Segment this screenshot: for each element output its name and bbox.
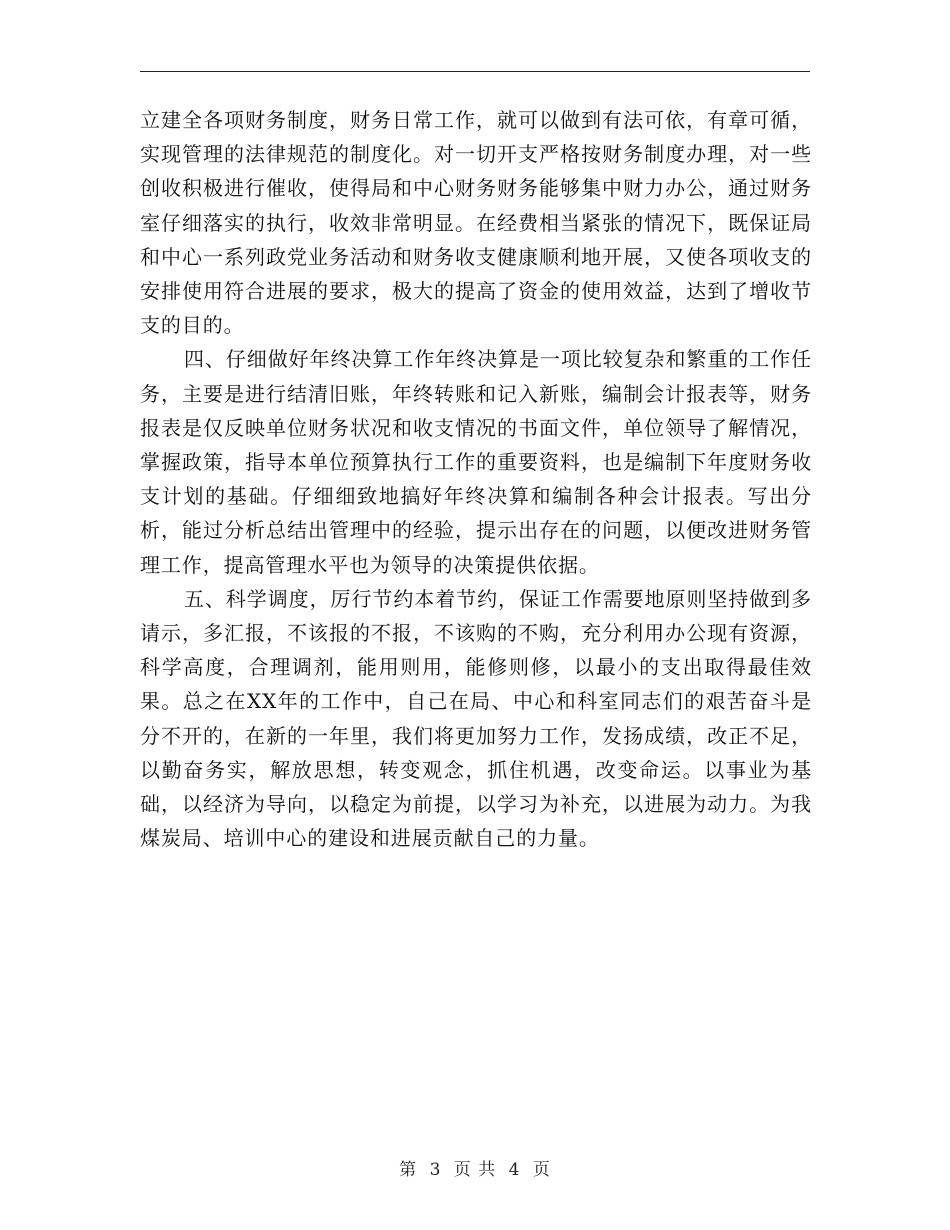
paragraph-year-end-accounts: 四、仔细做好年终决算工作年终决算是一项比较复杂和繁重的工作任务，主要是进行结清旧账，年终转账和记入新账，编制会计报表等，财务报表是仅反映单位财务状况和收支情况的书面文件，单位领导了解情况，掌握政策，指导本单位预算执行工作的重要资料，也是编制下年度财务收支计划的基础。仔细细致地搞好年终决算和编制各种会计报表。写出分析，能过分析总结出管理中的经验，提示出存在的问题，以便改进财务管理工作，提高管理水平也为领导的决策提供依据。 <box>140 347 812 577</box>
current-page-number: 3 <box>429 1160 442 1180</box>
footer-middle: 页 共 <box>453 1160 497 1180</box>
footer-prefix: 第 <box>399 1160 418 1180</box>
header-rule <box>140 71 810 72</box>
paragraph-continuation: 立建全各项财务制度，财务日常工作，就可以做到有法可依，有章可循，实现管理的法律规范的制度化。对一切开支严格按财务制度办理，对一些创收积极进行催收，使得局和中心财务财务能够集中财力办公，通过财务室仔细落实的执行，收效非常明显。在经费相当紧张的情况下，既保证局和中心一系列政党业务活动和财务收支健康顺利地开展，又使各项收支的安排使用符合进展的要求，极大的提高了资金的使用效益，达到了增收节支的目的。 <box>140 108 812 338</box>
page-footer <box>0 1155 950 1180</box>
footer-suffix: 页 <box>532 1160 551 1180</box>
document-body <box>140 103 812 855</box>
paragraph-scheduling-savings: 五、科学调度，厉行节约本着节约，保证工作需要地原则坚持做到多请示，多汇报，不该报的不报，不该购的不购，充分利用办公现有资源，科学高度，合理调剂，能用则用，能修则修，以最小的支出取得最佳效果。总之在XX年的工作中，自己在局、中心和科室同志们的艰苦奋斗是分不开的，在新的一年里，我们将更加努力工作，发扬成绩，改正不足，以勤奋务实，解放思想，转变观念，抓住机遇，改变命运。以事业为基础，以经济为导向，以稳定为前提，以学习为补充，以进展为动力。为我煤炭局、培训中心的建设和进展贡献自己的力量。 <box>140 586 812 851</box>
total-pages-number: 4 <box>508 1160 521 1180</box>
